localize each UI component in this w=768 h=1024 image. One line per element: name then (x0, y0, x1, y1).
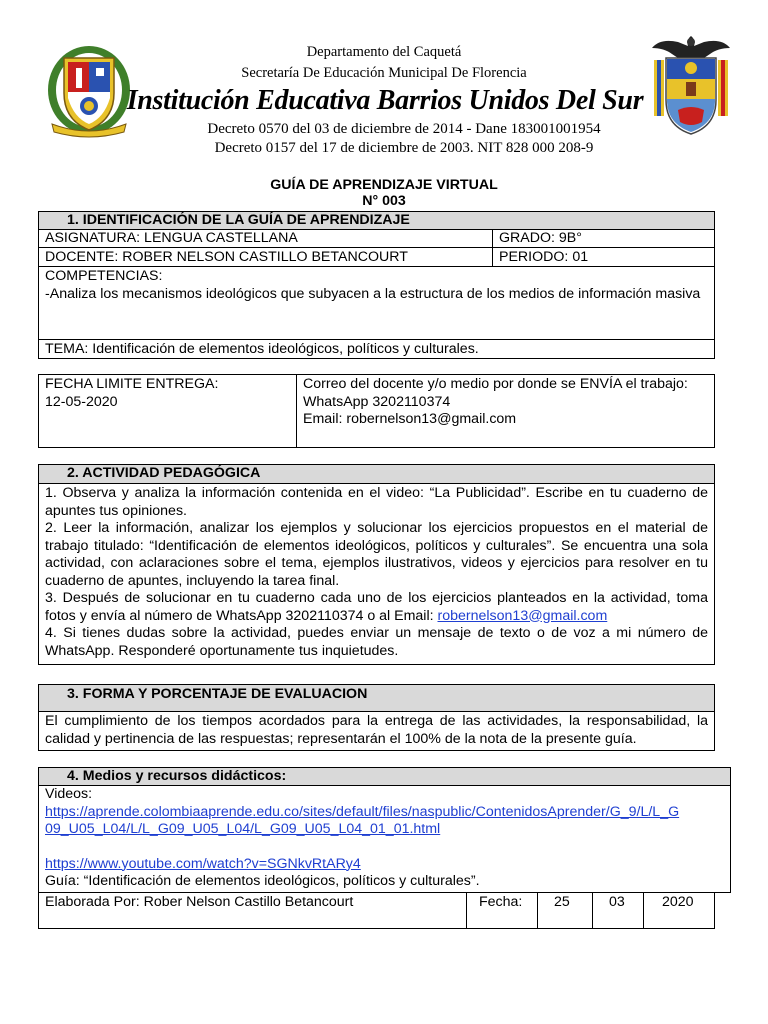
section3-heading: 3. FORMA Y PORCENTAJE DE EVALUACION (38, 684, 715, 712)
period-cell: PERIODO: 01 (492, 247, 715, 267)
activity-item-3 (45, 590, 708, 625)
decree-line-2: Decreto 0157 del 17 de diciembre de 2003. NIT 828 000 208-9 (214, 140, 594, 156)
topic-cell: TEMA: Identificación de elementos ideológicos, políticos y culturales. (38, 339, 715, 359)
date-day-cell: 25 (537, 892, 593, 929)
evaluation-cell: El cumplimiento de los tiempos acordados para la entrega de las actividades, la responsabilidad, la calidad y pertinencia de las respuestas; representarán el 100% de la nota de la presente guía. (38, 711, 715, 751)
youtube-link[interactable]: https://www.youtube.com/watch?v=SGNkvRtARy4 (45, 855, 361, 872)
activity-cell (38, 483, 715, 665)
contact-cell (296, 374, 715, 448)
date-label-cell: Fecha: (466, 892, 538, 929)
subject-cell: ASIGNATURA: LENGUA CASTELLANA (38, 229, 493, 248)
contact-email: Email: robernelson13@gmail.com (303, 411, 517, 427)
activity-email-link[interactable]: robernelson13@gmail.com (437, 607, 608, 624)
deadline-date: 12-05-2020 (45, 393, 118, 410)
activity-item-4: 4. Si tienes dudas sobre la actividad, puedes enviar un mensaje de texto o de voz a mi número de WhatsApp. Responderé oportunamente tus inquietudes. (45, 625, 708, 659)
department-name: Departamento del Caquetá (306, 44, 462, 60)
contact-whatsapp: WhatsApp 3202110374 (303, 393, 451, 410)
decree-line-1: Decreto 0570 del 03 de diciembre de 2014 - Dane 183001001954 (207, 121, 601, 137)
section1-heading: 1. IDENTIFICACIÓN DE LA GUÍA DE APRENDIZAJE (38, 211, 715, 230)
section2-heading: 2. ACTIVIDAD PEDAGÓGICA (38, 464, 715, 484)
deadline-cell (38, 374, 297, 448)
activity-item-3-text: 3. Después de solucionar en tu cuaderno cada uno de los ejercicios planteados en la actividad, toma fotos y envía al número de WhatsApp 3202110374 o al Email: (45, 590, 708, 624)
guide-reference: Guía: “Identificación de elementos ideológicos, políticos y culturales”. (45, 873, 480, 889)
aprende-link-line1[interactable]: https://aprende.colombiaaprende.edu.co/sites/default/files/naspublic/ContenidosAprender/G_9/L/L_G (45, 803, 680, 820)
secretariat-name: Secretaría De Educación Municipal De Florencia (241, 65, 527, 81)
videos-label: Videos: (45, 786, 93, 802)
aprende-link-line2[interactable]: 09_U05_L04/L/L_G09_U05_L04/L_G09_U05_L04_01_01.html (45, 821, 441, 837)
prepared-by-cell: Elaborada Por: Rober Nelson Castillo Betancourt (38, 892, 467, 929)
institution-name: Institución Educativa Barrios Unidos Del Sur (126, 85, 644, 116)
competencies-label: COMPETENCIAS: (45, 268, 163, 284)
guide-number: N° 003 (362, 193, 406, 209)
teacher-cell: DOCENTE: ROBER NELSON CASTILLO BETANCOURT (38, 247, 493, 267)
resources-cell (38, 785, 731, 893)
contact-description: Correo del docente y/o medio por donde se ENVÍA el trabajo: (303, 376, 688, 392)
date-month-cell: 03 (592, 892, 644, 929)
grade-cell: GRADO: 9B° (492, 229, 715, 248)
deadline-label: FECHA LIMITE ENTREGA: (45, 376, 219, 392)
competencies-cell (38, 266, 715, 340)
date-year-cell: 2020 (643, 892, 715, 929)
guide-title: GUÍA DE APRENDIZAJE VIRTUAL (270, 177, 498, 193)
section4-heading: 4. Medios y recursos didácticos: (38, 767, 731, 786)
competencies-text: -Analiza los mecanismos ideológicos que subyacen a la estructura de los medios de información masiva (45, 285, 701, 302)
activity-item-2: 2. Leer la información, analizar los ejemplos y solucionar los ejercicios propuestos en el material de trabajo titulado: “Identificación de elementos ideológicos, políticos y culturales”. Se encuentra una sola actividad, con aclaraciones sobre el tema, ejemplos ilustrativos, videos y ejercicios para resolver en tu cuaderno de apuntes, incluyendo la tarea final. (45, 520, 708, 589)
activity-item-1: 1. Observa y analiza la información contenida en el video: “La Publicidad”. Escribe en tu cuaderno de apuntes tus opiniones. (45, 485, 708, 519)
